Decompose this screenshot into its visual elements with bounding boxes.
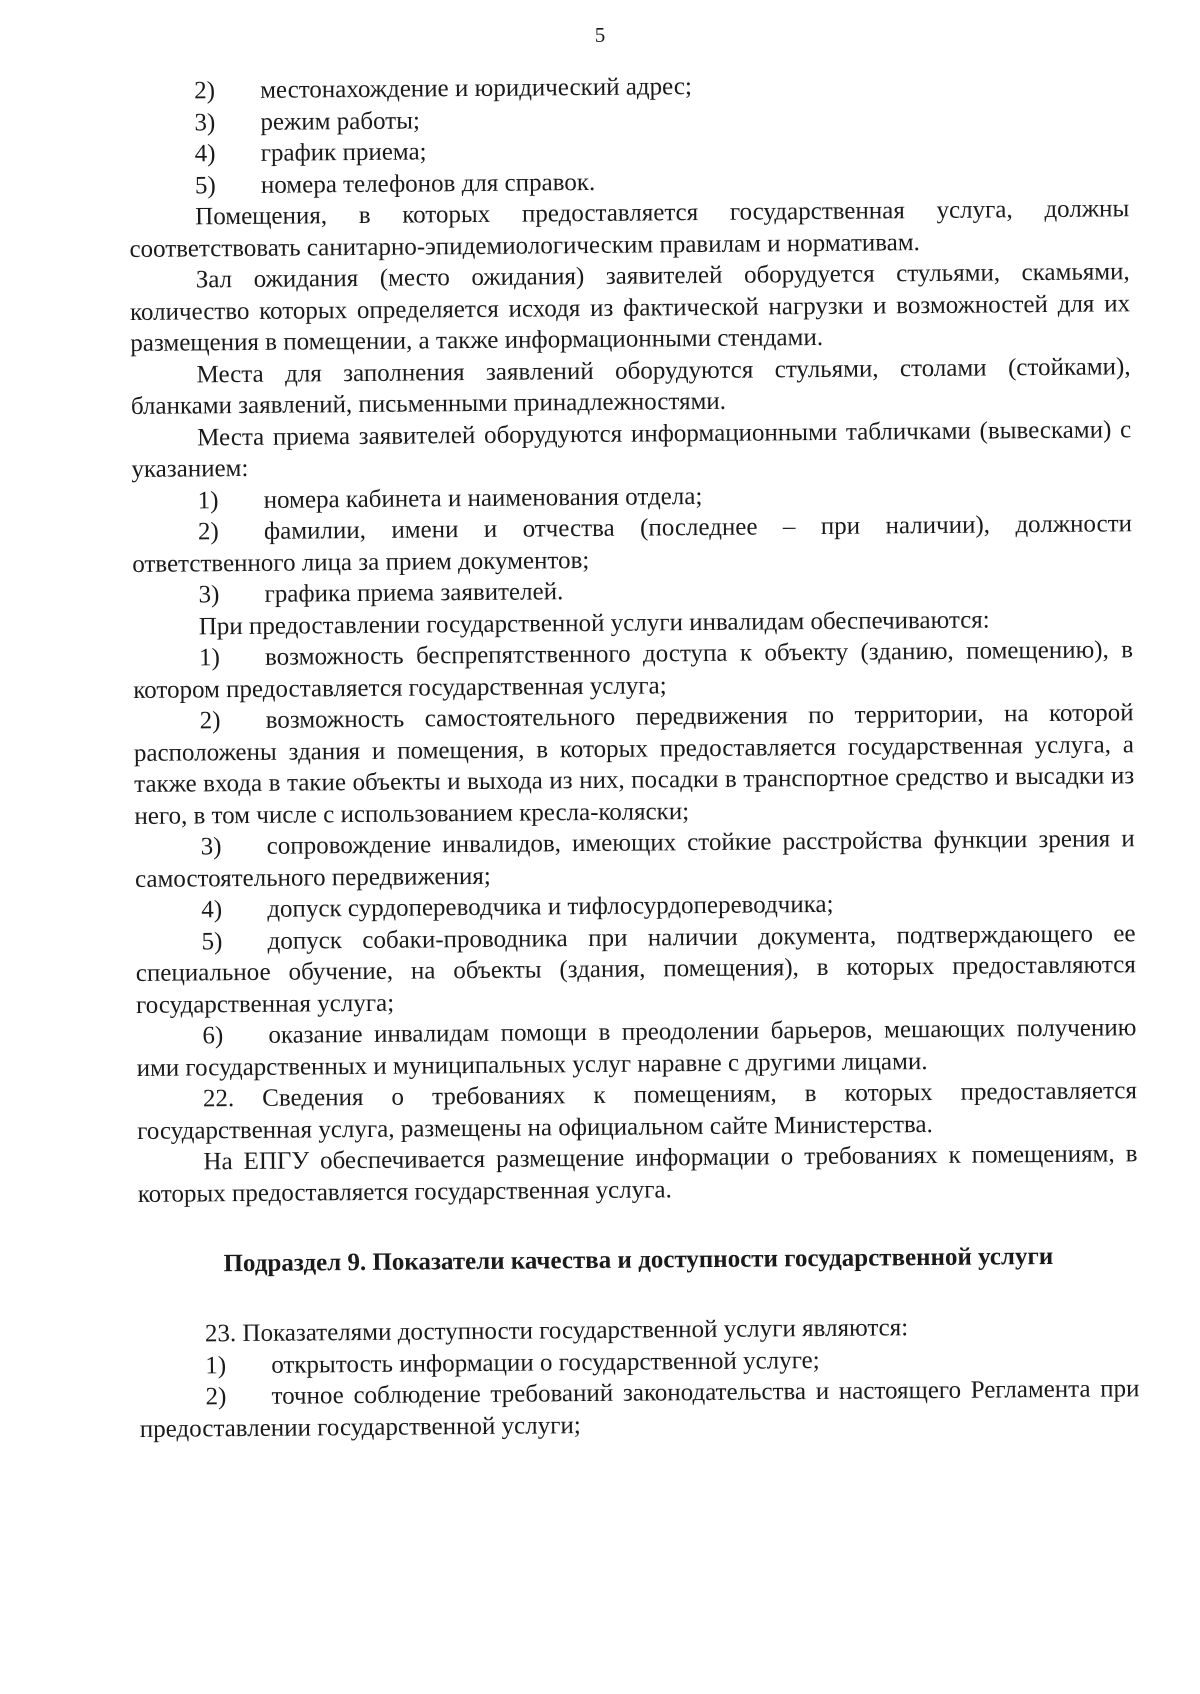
list-item-text: график приема; bbox=[260, 138, 427, 167]
list-item-text: номера телефонов для справок. bbox=[260, 168, 596, 199]
list-item bbox=[136, 1012, 1137, 1084]
paragraph-23: 23. Показателями доступности государственной услуги являются: bbox=[204, 1314, 909, 1348]
list-item-number: 5) bbox=[194, 171, 216, 199]
list-item-text: графика приема заявителей. bbox=[264, 578, 564, 608]
list-item-text: точное соблюдение требований законодательства и настоящего Регламента при предоставлении государственной услуги; bbox=[139, 1375, 1140, 1443]
list-item-text: открытость информации о государственной услуге; bbox=[271, 1346, 820, 1379]
list-item-text: оказание инвалидам помощи в преодолении барьеров, мешающих получению ими государственных и муниципальных услуг наравне с другими лицами. bbox=[136, 1014, 1137, 1082]
list-item bbox=[133, 634, 1134, 706]
list-item-text: возможность беспрепятственного доступа к объекту (зданию, помещению), в котором предоставляется государственная услуга; bbox=[133, 636, 1134, 704]
list-item-number: 1) bbox=[198, 644, 221, 672]
list-item-number: 4) bbox=[194, 140, 216, 168]
list-item-number: 3) bbox=[198, 581, 220, 609]
list-item-number: 1) bbox=[197, 486, 219, 514]
list-item-number: 4) bbox=[201, 896, 223, 924]
list-item-number: 2) bbox=[205, 1383, 227, 1411]
list-item-number: 2) bbox=[194, 77, 216, 105]
paragraph-epgu: На ЕПГУ обеспечивается размещение информации о требованиях к помещениям, в которых предоставляется государственная услуга. bbox=[137, 1140, 1138, 1208]
list-item-text: местонахождение и юридический адрес; bbox=[260, 73, 692, 104]
list-item-text: допуск собаки-проводника при наличии документа, подтверждающего ее специальное обучение, на объекты (здания, помещения), в которых предоставляются государственная услуга; bbox=[135, 919, 1136, 1019]
list-item-text: допуск сурдопереводчика и тифлосурдопереводчика; bbox=[267, 890, 834, 923]
section-heading: Подраздел 9. Показатели качества и доступности государственной услуги bbox=[223, 1242, 1054, 1278]
list-item-text: номера кабинета и наименования отдела; bbox=[263, 482, 703, 514]
list-item-number: 3) bbox=[194, 108, 216, 136]
paragraph-filling-places: Места для заполнения заявлений оборудуются стульями, столами (стойками), бланками заявлений, письменными принадлежностями. bbox=[130, 352, 1131, 420]
list-item-number: 5) bbox=[201, 927, 223, 955]
list-item bbox=[133, 697, 1134, 832]
list-item-number: 2) bbox=[199, 707, 221, 735]
list-item bbox=[135, 823, 1136, 895]
paragraph-premises: Помещения, в которых предоставляется государственная услуга, должны соответствовать санитарно-эпидемиологическим правилам и нормативам. bbox=[129, 195, 1130, 263]
document-body bbox=[128, 67, 1140, 1445]
list-item-text: фамилии, имени и отчества (последнее – при наличии), должности ответственного лица за прием документов; bbox=[132, 510, 1133, 578]
list-item-text: сопровождение инвалидов, имеющих стойкие расстройства функции зрения и самостоятельного передвижения; bbox=[134, 825, 1135, 893]
paragraph-22: 22. Сведения о требованиях к помещениям, в которых предоставляется государственная услуга, размещены на официальном сайте Министерства. bbox=[137, 1077, 1138, 1145]
list-item-text: возможность самостоятельного передвижения по территории, на которой расположены здания и помещения, в которых предоставляется государственная услуга, а также входа в такие объекты и выхода из них, посадки в транспортное средство и высадки из него, в том числе с использованием кресла-коляски; bbox=[133, 699, 1135, 830]
paragraph-disabled-intro: При предоставлении государственной услуги инвалидам обеспечиваются: bbox=[198, 606, 990, 640]
page-number: 5 bbox=[594, 23, 606, 47]
list-item bbox=[139, 1373, 1140, 1445]
list-item-number: 2) bbox=[197, 518, 219, 546]
list-item-text: режим работы; bbox=[260, 106, 421, 136]
list-item bbox=[135, 918, 1136, 1021]
paragraph-reception-places: Места приема заявителей оборудуются информационными табличками (вывесками) с указанием: bbox=[131, 415, 1132, 483]
paragraph-waiting-hall: Зал ожидания (место ожидания) заявителей оборудуется стульями, скамьями, количество которых определяется исходя из фактической нагрузки и возможностей для их размещения в помещении, а также информационными стендами. bbox=[129, 258, 1131, 357]
list-item-number: 6) bbox=[202, 1022, 224, 1050]
list-item-number: 3) bbox=[200, 833, 222, 861]
list-item-number: 1) bbox=[205, 1351, 227, 1379]
list-item bbox=[132, 508, 1133, 580]
